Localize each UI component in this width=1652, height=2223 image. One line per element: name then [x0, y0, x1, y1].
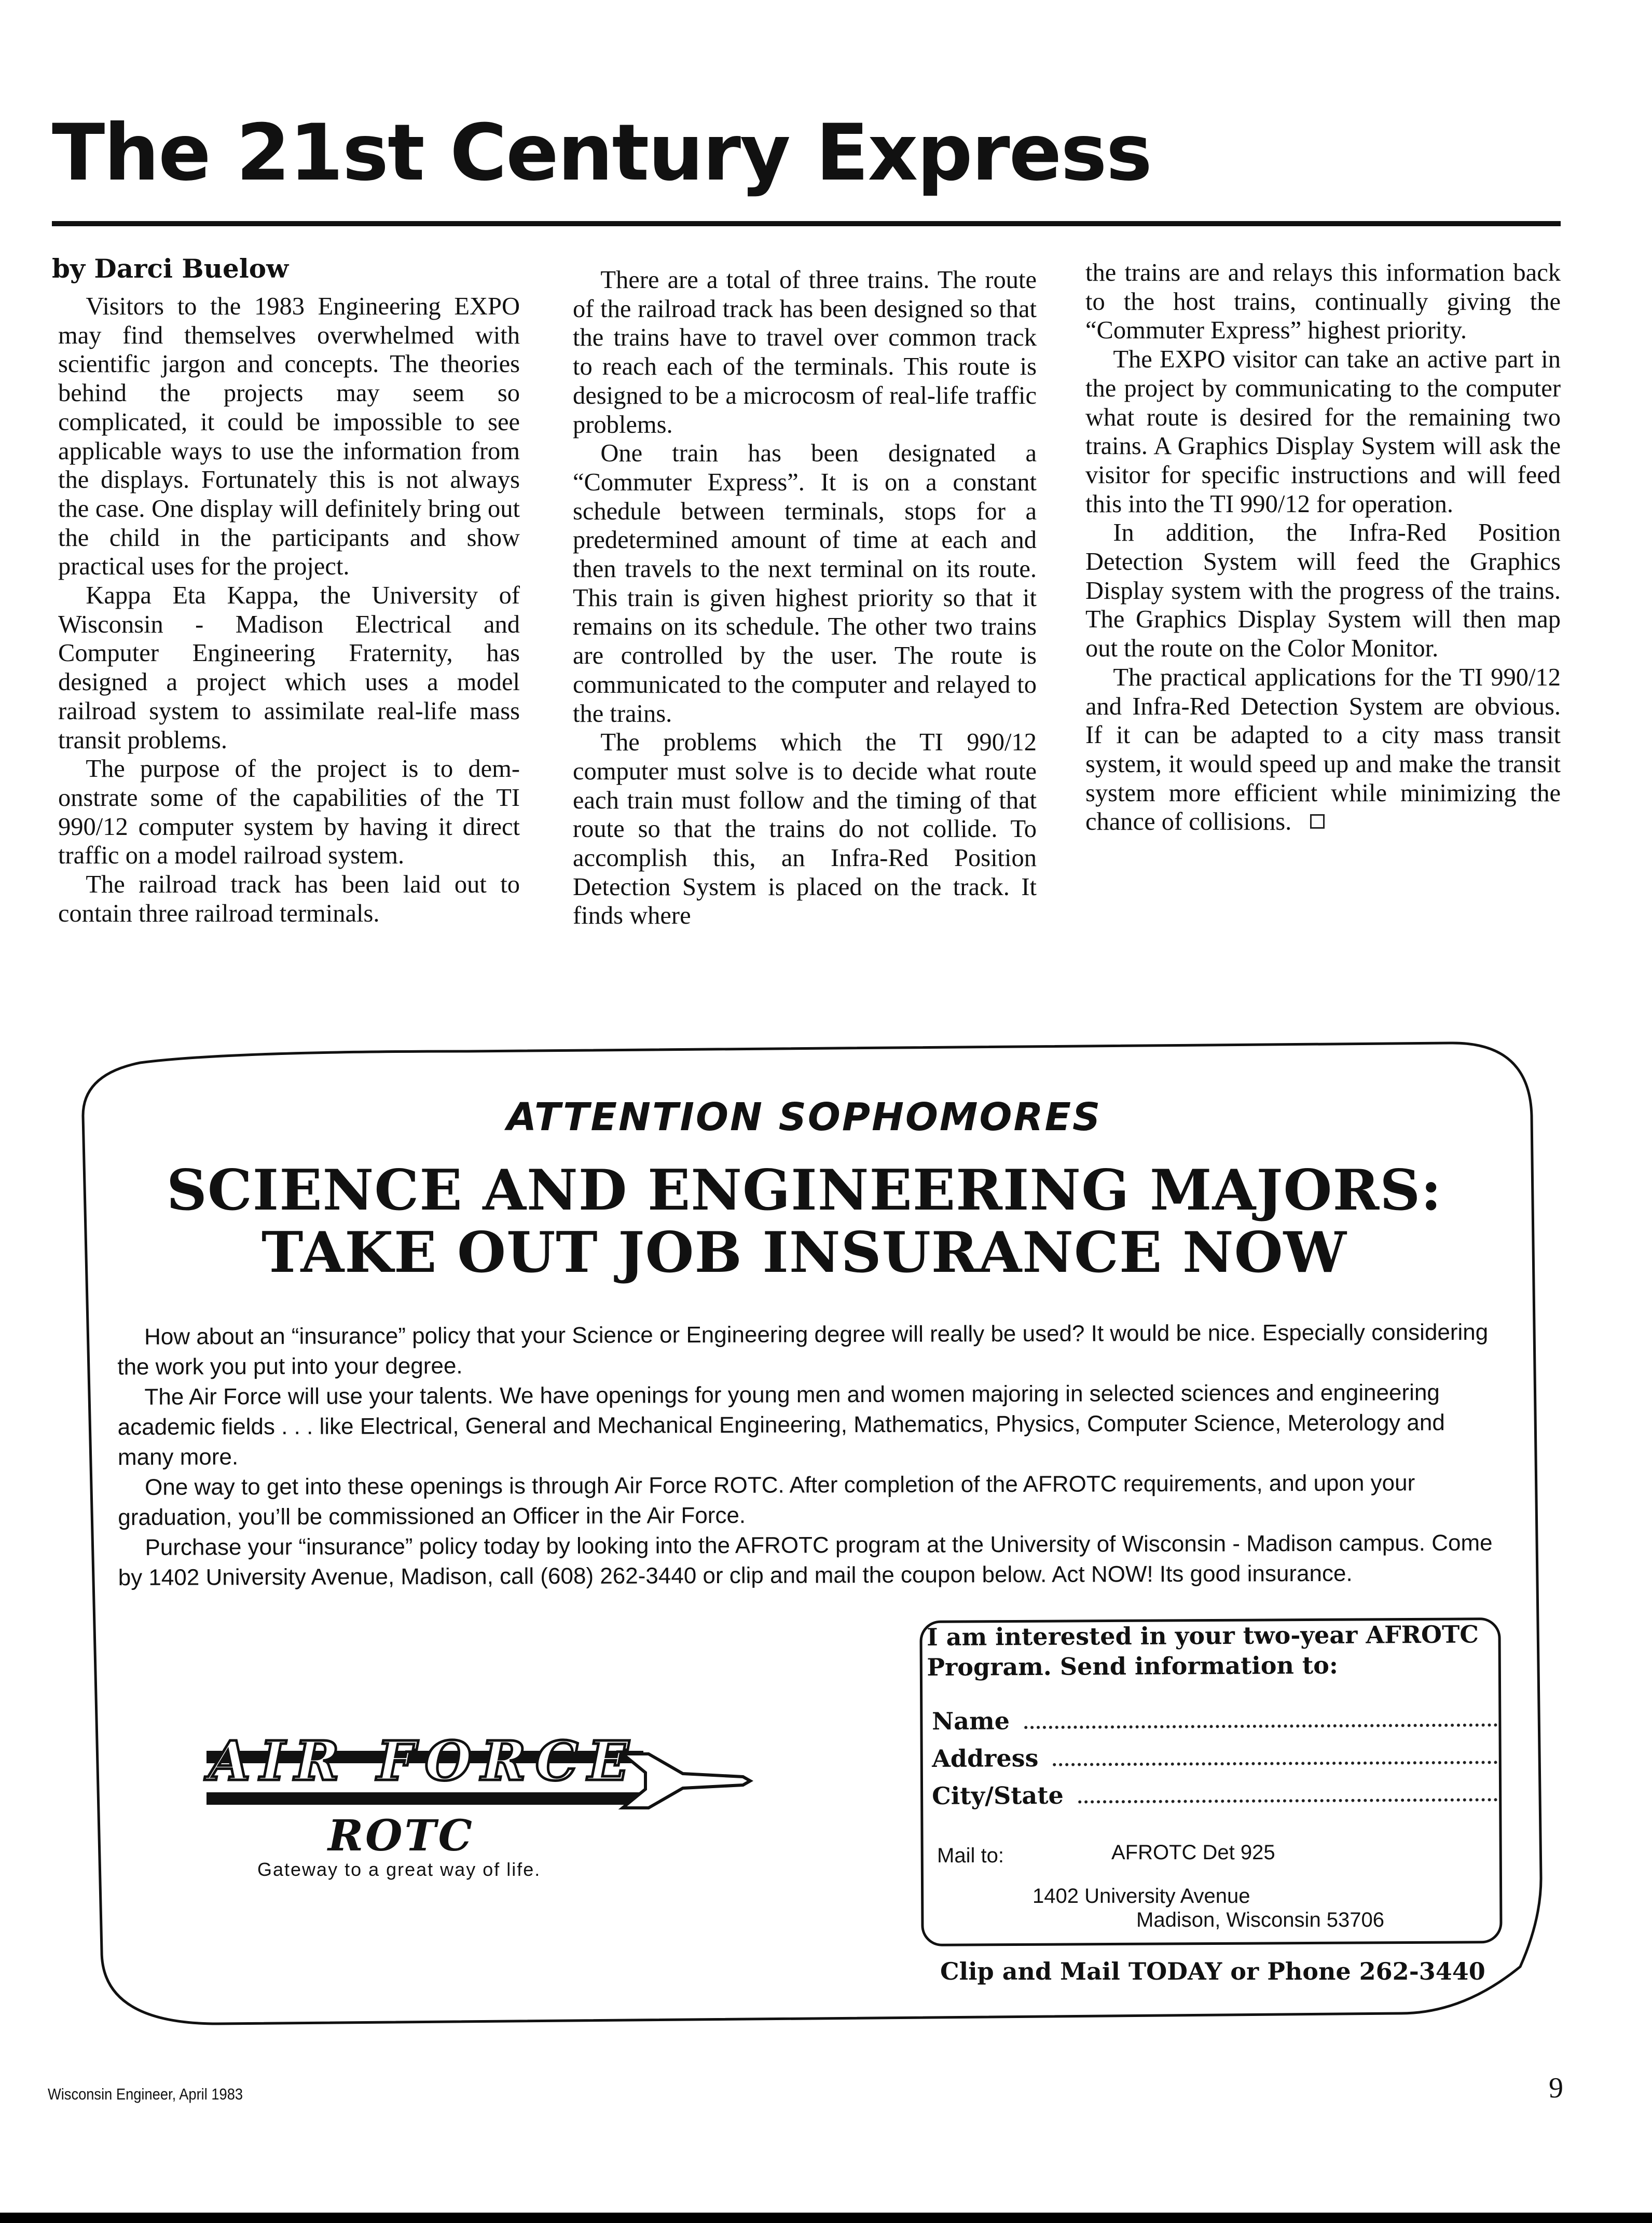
- mail-address-line: 1402 University Avenue: [1032, 1885, 1250, 1908]
- ad-kicker: ATTENTION SOPHOMORES: [506, 1095, 1102, 1140]
- logo-rotc-text: ROTC: [328, 1811, 474, 1861]
- article-byline: by Darci Buelow: [52, 253, 289, 284]
- article-paragraph: There are a total of three trains. The route of the railroad track has been designed so that the trains have to travel over common track to reach each of the terminals. This route is designed to be a microcosm of real-life traffic problems.: [573, 266, 1037, 438]
- article-paragraph: The problems which the TI 990/12 computer must solve is to decide what route each train must follow and the timing of that route so that the trains do not collide. To accomplish this, an Infra-Red Position Detection System is placed on the track. It finds where: [573, 729, 1037, 930]
- dotted-line: [1053, 1755, 1497, 1766]
- article-paragraph: One train has been designated a “Commuter Express”. It is on a constant schedule between terminals, stops for a predetermined amount of time at each and then travels to the next terminal on its route. This train is given highest priority so that it remains on its schedule. The other two trains are controlled by the user. The route is communicated to the computer and relayed to the trains.: [573, 440, 1037, 728]
- ad-paragraph: One way to get into these openings is through Air Force ROTC. After completion of the AFROTC requirements, and upon your graduation, you’ll be commissioned an Officer in the Air Force.: [118, 1470, 1415, 1530]
- mail-address-line: Madison, Wisconsin 53706: [1136, 1909, 1385, 1931]
- article-paragraph: In addition, the Infra-Red Position Detection System will feed the Graphics Display system with the progress of the trains. The Graphics Display System will then map out the route on the Color Monitor.: [1085, 519, 1561, 663]
- article-paragraph: The EXPO visitor can take an active part in the project by communicating to the computer what route is desired for the remaining two trains. A Graphics Display System will ask the visitor for specific instructions and will feed this into the TI 990/12 for operation.: [1085, 346, 1561, 518]
- ad-headline: SCIENCE AND ENGINEERING MAJORS:: [166, 1158, 1442, 1223]
- dotted-line: [1078, 1793, 1497, 1803]
- dotted-line: [1024, 1718, 1497, 1729]
- article-paragraph: The railroad track has been laid out to contain three railroad terminals.: [58, 871, 520, 927]
- ad-headline: TAKE OUT JOB INSURANCE NOW: [261, 1220, 1347, 1285]
- logo-tagline: Gateway to a great way of life.: [257, 1859, 541, 1880]
- mail-to-label: Mail to:: [937, 1844, 1004, 1867]
- coupon-city-field: [932, 1779, 1497, 1810]
- ad-paragraph: The Air Force will use your talents. We have openings for young men and women majoring in selected sciences and engineering academic fields . . . like Electrical, General and Mechanical Engineering, Mathematics, Physics, Computer Science, Meterology and many more.: [117, 1380, 1445, 1470]
- coupon-city-label: City/State: [932, 1781, 1064, 1810]
- article-paragraph: Kappa Eta Kappa, the University of Wisconsin - Madison Electrical and Computer Engineering Fraternity, has designed a project which uses a model railroad system to assimilate real-life mass transit problems.: [58, 582, 520, 754]
- ad-paragraph: How about an “insurance” policy that your Science or Engineering degree will really be used? It would be nice. Especially considering the work you put into your degree.: [117, 1319, 1489, 1380]
- jet-icon: [623, 1754, 750, 1808]
- logo-stripe: [206, 1792, 643, 1805]
- page-number: 9: [1549, 2072, 1563, 2104]
- article-paragraph: Visitors to the 1983 Engineering EXPO may find themselves overwhelmed with scientific jargon and concepts. The theories behind the projects may seem so complicated, it could be impossible to see applicable ways to use the information from the displays. Fortunately this is not always the case. One display will definitely bring out the child in the participants and show practical uses for the project.: [58, 293, 520, 581]
- coupon-address-label: Address: [932, 1744, 1039, 1773]
- article-paragraph-text: The practical applications for the TI 990/12 and Infra-Red Detection System are obvious. If it can be adapted to a city mass transit system, it would speed up and make the transit system more efficient while minimizing the chance of collisions.: [1085, 663, 1561, 836]
- coupon-name-field: [932, 1704, 1497, 1735]
- coupon-name-label: Name: [932, 1707, 1010, 1735]
- mail-address-line: AFROTC Det 925: [1111, 1841, 1275, 1864]
- coupon-address-field: [932, 1741, 1497, 1773]
- article-paragraph: the trains are and relays this information back to the host trains, continually giving the “Commuter Express” highest priority.: [1085, 259, 1561, 345]
- article-title: The 21st Century Express: [52, 108, 1151, 198]
- ad-call-to-action: Clip and Mail TODAY or Phone 262-3440: [940, 1957, 1485, 1985]
- bottom-edge-bar: [0, 2213, 1652, 2223]
- logo-air-force-text: AIR FORCE: [209, 1729, 629, 1793]
- coupon-heading: I am interested in your two-year AFROTC Program. Send information to:: [927, 1620, 1479, 1681]
- ad-paragraph: Purchase your “insurance” policy today by looking into the AFROTC program at the University of Wisconsin - Madison campus. Come by 1402 University Avenue, Madison, call (608) 262-3440 or clip and mail the coupon below. Act NOW! Its good insurance.: [118, 1530, 1493, 1590]
- article-paragraph: The purpose of the project is to demonstrate some of the capabilities of the TI 990/12 computer system by having it direct traffic on a model railroad system.: [58, 755, 520, 870]
- footer-publication: Wisconsin Engineer, April 1983: [48, 2085, 243, 2103]
